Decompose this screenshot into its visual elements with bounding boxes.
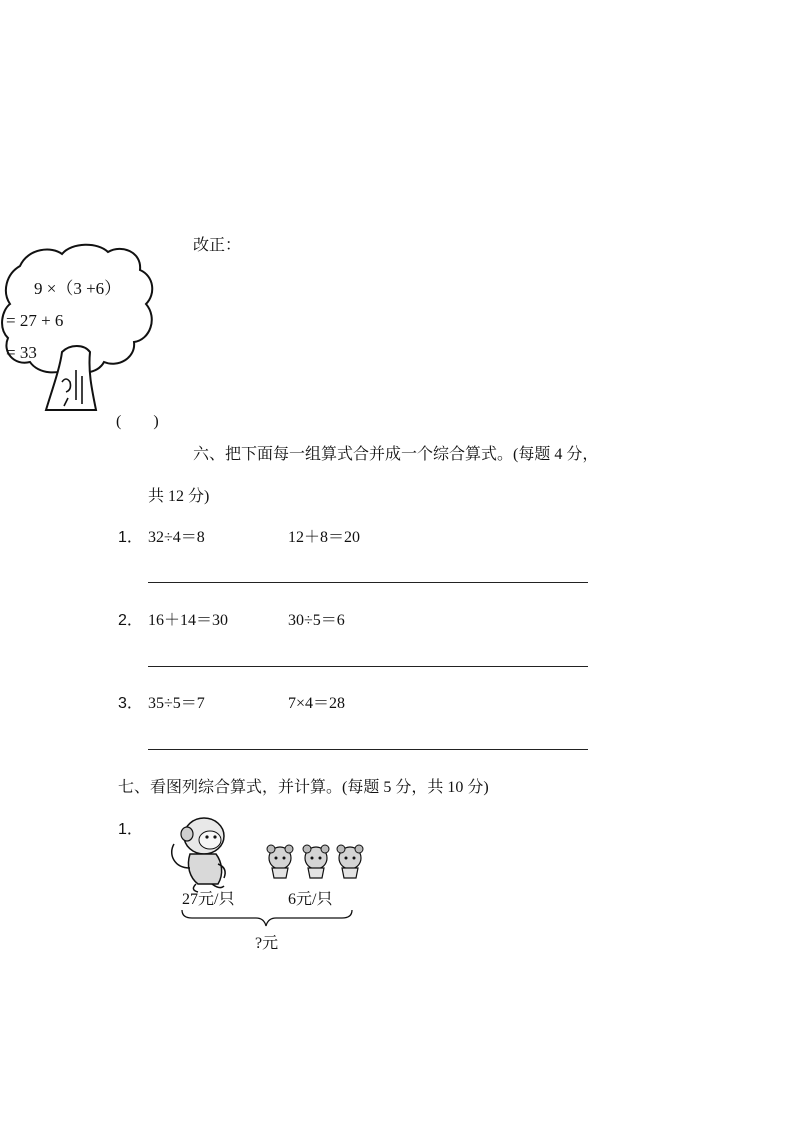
monkey-price-label: 27元/只 [182, 891, 235, 908]
answer-line-1[interactable] [148, 582, 588, 583]
tree-line-3: = 33 [6, 343, 37, 362]
section6-heading-line2: 共 12 分) [148, 488, 210, 505]
answer-line-3[interactable] [148, 749, 588, 750]
item1-equation-1: 32÷4＝8 [148, 529, 205, 546]
tree-line-2: = 27 + 6 [6, 311, 64, 330]
item3-equation-1: 35÷5＝7 [148, 695, 205, 712]
answer-line-2[interactable] [148, 666, 588, 667]
section6-heading-line1: 六、把下面每一组算式合并成一个综合算式。(每题 4 分， [193, 446, 599, 463]
item2-equation-1: 16＋14＝30 [148, 612, 229, 629]
answer-bracket: ( ) [116, 413, 159, 430]
item2-equation-2: 30÷5＝6 [288, 612, 345, 629]
tree-line-1: 9 ×（3 +6） [34, 279, 122, 298]
item-number: 3． [118, 695, 143, 712]
item-number: 1． [118, 529, 143, 546]
correction-label: 改正： [193, 237, 242, 254]
total-brace [182, 910, 352, 926]
item1-equation-2: 12＋8＝20 [288, 529, 361, 546]
tree-illustration [0, 240, 160, 410]
small-toy-3 [337, 845, 363, 878]
section7-heading: 七、看图列综合算式，并计算。(每题 5 分，共 10 分) [118, 779, 489, 796]
monkey-toy [172, 818, 225, 892]
total-price-label: ?元 [255, 935, 279, 952]
small-toy-price-label: 6元/只 [288, 891, 333, 908]
item3-equation-2: 7×4＝28 [288, 695, 346, 712]
item-number: 1． [118, 821, 143, 838]
small-toy-2 [303, 845, 329, 878]
small-toy-1 [267, 845, 293, 878]
picture-problem [160, 814, 380, 954]
item-number: 2． [118, 612, 143, 629]
